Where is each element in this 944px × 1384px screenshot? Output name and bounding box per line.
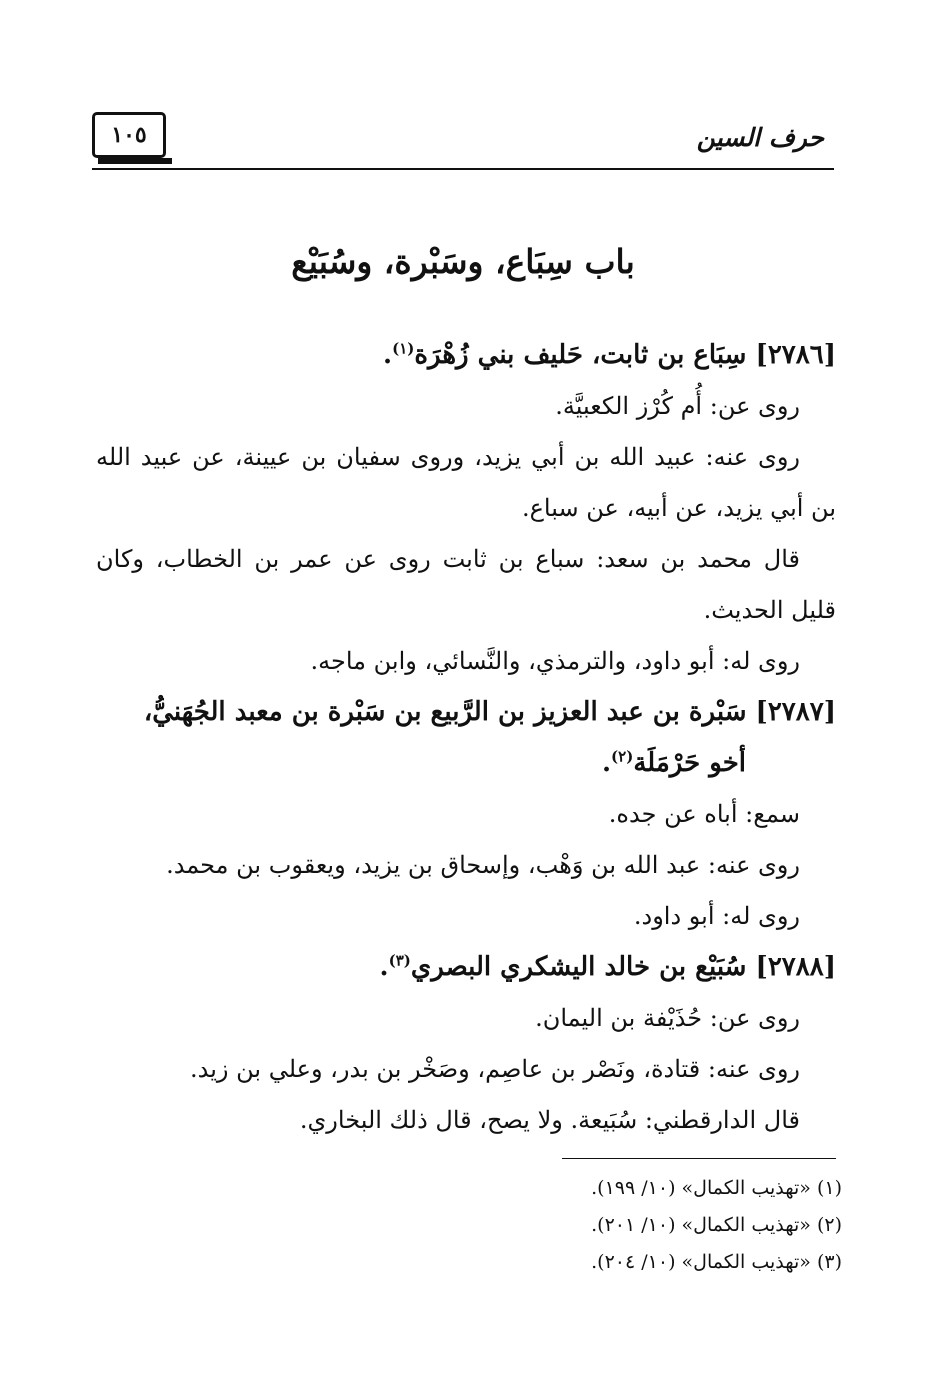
chapter-title: باب سِبَاع، وسَبْرة، وسُبَيْع (291, 242, 635, 281)
entry-paragraph: قال الدارقطني: سُبَيعة. ولا يصح، قال ذلك البخاري. (299, 1106, 800, 1134)
entry-heading-continuation (96, 738, 836, 789)
footnote-mark: (٣) (388, 951, 411, 970)
entry-heading-cont-text: أخو حَرْمَلَة (633, 748, 746, 778)
page-number-box (92, 112, 166, 158)
entry-paragraph: روى عن: أُم كُرْز الكعبيَّة. (555, 392, 800, 420)
footnote: (١) «تهذيب الكمال» (١٠/ ١٩٩). (591, 1177, 842, 1199)
footnote: (٢) «تهذيب الكمال» (١٠/ ٢٠١). (591, 1214, 842, 1236)
entry-paragraph: روى عنه: عبد الله بن وَهْب، وإسحاق بن يزيد، ويعقوب بن محمد. (166, 851, 800, 879)
heading-end: . (383, 340, 393, 370)
entry-heading (96, 330, 836, 381)
entry-paragraph: روى له: أبو داود. (633, 902, 800, 930)
entry-heading-text: [٢٧٨٦] سِبَاع بن ثابت، حَليف بني زُهْرَة (414, 340, 836, 370)
entry-paragraph: روى عنه: عبيد الله بن أبي يزيد، وروى سفيان بن عيينة، عن عبيد الله بن أبي يزيد، عن أبيه، عن سباع. (96, 443, 836, 522)
main-text (96, 330, 836, 1146)
entry-heading-text: [٢٧٨٧] سَبْرة بن عبد العزيز بن الرَّبيع بن سَبْرة بن معبد الجُهَنيُّ، (143, 697, 836, 727)
entry-heading-text: [٢٧٨٨] سُبَيْع بن خالد اليشكري البصري (410, 952, 836, 982)
entry-paragraph: روى عنه: قتادة، ونَصْر بن عاصِم، وصَخْر بن بدر، وعلي بن زيد. (189, 1055, 800, 1083)
entry-paragraph: روى له: أبو داود، والترمذي، والنَّسائي، وابن ماجه. (310, 647, 800, 675)
entry-heading (96, 942, 836, 993)
footnote-mark: (١) (392, 339, 415, 358)
footnotes (480, 1170, 842, 1281)
entry-paragraph: سمع: أباه عن جده. (608, 800, 800, 828)
footnote: (٣) «تهذيب الكمال» (١٠/ ٢٠٤). (591, 1251, 842, 1273)
heading-end: . (379, 952, 389, 982)
page-number: ١٠٥ (111, 122, 147, 148)
footnote-rule (562, 1158, 836, 1159)
header-rule (92, 168, 834, 170)
entry-paragraph: قال محمد بن سعد: سباع بن ثابت روى عن عمر بن الخطاب، وكان قليل الحديث. (96, 545, 836, 624)
heading-end: . (601, 748, 612, 778)
entry-heading (96, 687, 836, 789)
entry-paragraph: روى عن: حُذَيْفة بن اليمان. (535, 1004, 800, 1032)
running-title: حرف السين (696, 123, 824, 152)
footnote-mark: (٢) (611, 747, 634, 766)
page-header (92, 112, 834, 170)
